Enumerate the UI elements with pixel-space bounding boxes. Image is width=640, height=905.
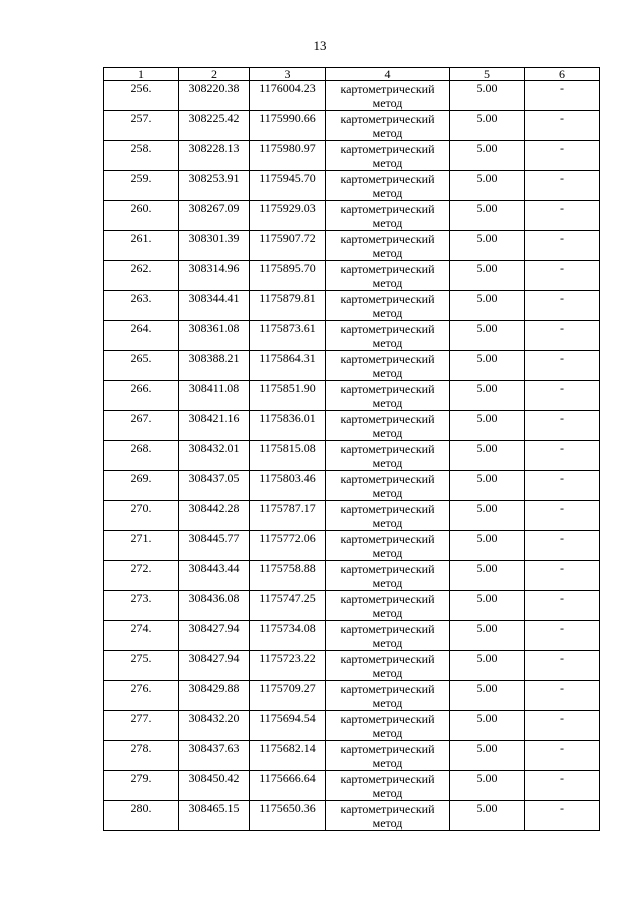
page-number: 13 — [313, 38, 327, 53]
method-text: картометрический метод — [340, 382, 435, 410]
accuracy-cell: 5.00 — [450, 771, 525, 801]
x-coordinate-cell: 308301.39 — [179, 231, 250, 261]
method-text: картометрический метод — [340, 652, 435, 680]
x-coordinate-cell: 308253.91 — [179, 171, 250, 201]
point-number-cell: 257. — [104, 111, 179, 141]
accuracy-cell: 5.00 — [450, 501, 525, 531]
method-cell — [326, 201, 450, 231]
note-cell: - — [525, 741, 600, 771]
table-row — [104, 141, 600, 171]
x-coordinate-cell: 308445.77 — [179, 531, 250, 561]
method-cell — [326, 381, 450, 411]
y-coordinate-cell: 1175851.90 — [250, 381, 326, 411]
x-coordinate-cell: 308443.44 — [179, 561, 250, 591]
point-number-cell: 273. — [104, 591, 179, 621]
column-header-5: 5 — [450, 68, 525, 81]
y-coordinate-cell: 1175907.72 — [250, 231, 326, 261]
method-text: картометрический метод — [340, 682, 435, 710]
method-cell — [326, 531, 450, 561]
method-cell — [326, 261, 450, 291]
note-cell: - — [525, 651, 600, 681]
accuracy-cell: 5.00 — [450, 471, 525, 501]
point-number-cell: 265. — [104, 351, 179, 381]
table-row — [104, 261, 600, 291]
x-coordinate-cell: 308437.63 — [179, 741, 250, 771]
method-text: картометрический метод — [340, 592, 435, 620]
method-text: картометрический метод — [340, 232, 435, 260]
point-number-cell: 266. — [104, 381, 179, 411]
note-cell: - — [525, 201, 600, 231]
y-coordinate-cell: 1175879.81 — [250, 291, 326, 321]
method-cell — [326, 111, 450, 141]
table-row — [104, 561, 600, 591]
table-row — [104, 591, 600, 621]
table-row — [104, 711, 600, 741]
table-row — [104, 201, 600, 231]
method-text: картометрический метод — [340, 172, 435, 200]
method-text: картометрический метод — [340, 742, 435, 770]
method-cell — [326, 231, 450, 261]
method-text: картометрический метод — [340, 412, 435, 440]
accuracy-cell: 5.00 — [450, 291, 525, 321]
table-row — [104, 111, 600, 141]
point-number-cell: 268. — [104, 441, 179, 471]
method-text: картометрический метод — [340, 292, 435, 320]
method-text: картометрический метод — [340, 112, 435, 140]
point-number-cell: 276. — [104, 681, 179, 711]
y-coordinate-cell: 1175758.88 — [250, 561, 326, 591]
y-coordinate-cell: 1175990.66 — [250, 111, 326, 141]
point-number-cell: 280. — [104, 801, 179, 831]
point-number-cell: 274. — [104, 621, 179, 651]
note-cell: - — [525, 771, 600, 801]
note-cell: - — [525, 531, 600, 561]
method-cell — [326, 711, 450, 741]
point-number-cell: 256. — [104, 81, 179, 111]
x-coordinate-cell: 308220.38 — [179, 81, 250, 111]
column-header-1: 1 — [104, 68, 179, 81]
method-text: картометрический метод — [340, 712, 435, 740]
point-number-cell: 258. — [104, 141, 179, 171]
y-coordinate-cell: 1175836.01 — [250, 411, 326, 441]
table-row — [104, 621, 600, 651]
note-cell: - — [525, 681, 600, 711]
method-cell — [326, 471, 450, 501]
note-cell: - — [525, 711, 600, 741]
point-number-cell: 277. — [104, 711, 179, 741]
accuracy-cell: 5.00 — [450, 381, 525, 411]
column-header-6: 6 — [525, 68, 600, 81]
accuracy-cell: 5.00 — [450, 591, 525, 621]
point-number-cell: 267. — [104, 411, 179, 441]
table-row — [104, 231, 600, 261]
y-coordinate-cell: 1175734.08 — [250, 621, 326, 651]
method-text: картометрический метод — [340, 532, 435, 560]
y-coordinate-cell: 1175803.46 — [250, 471, 326, 501]
method-text: картометрический метод — [340, 772, 435, 800]
method-text: картометрический метод — [340, 802, 435, 830]
y-coordinate-cell: 1175864.31 — [250, 351, 326, 381]
x-coordinate-cell: 308429.88 — [179, 681, 250, 711]
y-coordinate-cell: 1175682.14 — [250, 741, 326, 771]
method-cell — [326, 81, 450, 111]
method-cell — [326, 171, 450, 201]
note-cell: - — [525, 561, 600, 591]
y-coordinate-cell: 1175929.03 — [250, 201, 326, 231]
note-cell: - — [525, 111, 600, 141]
x-coordinate-cell: 308225.42 — [179, 111, 250, 141]
y-coordinate-cell: 1175980.97 — [250, 141, 326, 171]
y-coordinate-cell: 1175650.36 — [250, 801, 326, 831]
accuracy-cell: 5.00 — [450, 111, 525, 141]
x-coordinate-cell: 308228.13 — [179, 141, 250, 171]
y-coordinate-cell: 1175723.22 — [250, 651, 326, 681]
x-coordinate-cell: 308361.08 — [179, 321, 250, 351]
accuracy-cell: 5.00 — [450, 651, 525, 681]
x-coordinate-cell: 308427.94 — [179, 651, 250, 681]
note-cell: - — [525, 591, 600, 621]
note-cell: - — [525, 171, 600, 201]
table-row — [104, 81, 600, 111]
method-text: картометрический метод — [340, 442, 435, 470]
method-cell — [326, 621, 450, 651]
accuracy-cell: 5.00 — [450, 81, 525, 111]
y-coordinate-cell: 1175895.70 — [250, 261, 326, 291]
note-cell: - — [525, 321, 600, 351]
method-cell — [326, 561, 450, 591]
note-cell: - — [525, 621, 600, 651]
accuracy-cell: 5.00 — [450, 351, 525, 381]
table-row — [104, 471, 600, 501]
note-cell: - — [525, 801, 600, 831]
coordinates-table — [103, 67, 600, 831]
point-number-cell: 270. — [104, 501, 179, 531]
y-coordinate-cell: 1175772.06 — [250, 531, 326, 561]
method-cell — [326, 771, 450, 801]
y-coordinate-cell: 1175787.17 — [250, 501, 326, 531]
note-cell: - — [525, 381, 600, 411]
accuracy-cell: 5.00 — [450, 411, 525, 441]
method-text: картометрический метод — [340, 82, 435, 110]
accuracy-cell: 5.00 — [450, 621, 525, 651]
y-coordinate-cell: 1175694.54 — [250, 711, 326, 741]
x-coordinate-cell: 308432.01 — [179, 441, 250, 471]
accuracy-cell: 5.00 — [450, 261, 525, 291]
accuracy-cell: 5.00 — [450, 561, 525, 591]
point-number-cell: 269. — [104, 471, 179, 501]
note-cell: - — [525, 261, 600, 291]
point-number-cell: 278. — [104, 741, 179, 771]
y-coordinate-cell: 1175709.27 — [250, 681, 326, 711]
table-row — [104, 321, 600, 351]
y-coordinate-cell: 1176004.23 — [250, 81, 326, 111]
x-coordinate-cell: 308427.94 — [179, 621, 250, 651]
x-coordinate-cell: 308436.08 — [179, 591, 250, 621]
accuracy-cell: 5.00 — [450, 171, 525, 201]
note-cell: - — [525, 141, 600, 171]
accuracy-cell: 5.00 — [450, 741, 525, 771]
y-coordinate-cell: 1175747.25 — [250, 591, 326, 621]
method-text: картометрический метод — [340, 142, 435, 170]
method-text: картометрический метод — [340, 622, 435, 650]
table-row — [104, 381, 600, 411]
method-cell — [326, 651, 450, 681]
table-row — [104, 441, 600, 471]
accuracy-cell: 5.00 — [450, 231, 525, 261]
table-row — [104, 741, 600, 771]
table-row — [104, 291, 600, 321]
accuracy-cell: 5.00 — [450, 711, 525, 741]
table-row — [104, 171, 600, 201]
x-coordinate-cell: 308432.20 — [179, 711, 250, 741]
note-cell: - — [525, 471, 600, 501]
x-coordinate-cell: 308388.21 — [179, 351, 250, 381]
accuracy-cell: 5.00 — [450, 201, 525, 231]
y-coordinate-cell: 1175666.64 — [250, 771, 326, 801]
method-text: картометрический метод — [340, 202, 435, 230]
accuracy-cell: 5.00 — [450, 681, 525, 711]
x-coordinate-cell: 308437.05 — [179, 471, 250, 501]
point-number-cell: 259. — [104, 171, 179, 201]
method-cell — [326, 591, 450, 621]
x-coordinate-cell: 308450.42 — [179, 771, 250, 801]
table-row — [104, 771, 600, 801]
method-cell — [326, 141, 450, 171]
table-row — [104, 681, 600, 711]
column-header-2: 2 — [179, 68, 250, 81]
column-header-4: 4 — [326, 68, 450, 81]
point-number-cell: 275. — [104, 651, 179, 681]
method-cell — [326, 291, 450, 321]
accuracy-cell: 5.00 — [450, 141, 525, 171]
method-cell — [326, 441, 450, 471]
table-header-row — [104, 68, 600, 81]
x-coordinate-cell: 308421.16 — [179, 411, 250, 441]
table-body — [104, 81, 600, 831]
table-row — [104, 531, 600, 561]
x-coordinate-cell: 308442.28 — [179, 501, 250, 531]
accuracy-cell: 5.00 — [450, 531, 525, 561]
method-cell — [326, 351, 450, 381]
y-coordinate-cell: 1175873.61 — [250, 321, 326, 351]
x-coordinate-cell: 308411.08 — [179, 381, 250, 411]
note-cell: - — [525, 351, 600, 381]
method-cell — [326, 801, 450, 831]
x-coordinate-cell: 308465.15 — [179, 801, 250, 831]
table-row — [104, 801, 600, 831]
y-coordinate-cell: 1175945.70 — [250, 171, 326, 201]
method-text: картометрический метод — [340, 472, 435, 500]
note-cell: - — [525, 81, 600, 111]
point-number-cell: 263. — [104, 291, 179, 321]
table-row — [104, 501, 600, 531]
note-cell: - — [525, 411, 600, 441]
method-text: картометрический метод — [340, 322, 435, 350]
method-cell — [326, 681, 450, 711]
y-coordinate-cell: 1175815.08 — [250, 441, 326, 471]
accuracy-cell: 5.00 — [450, 441, 525, 471]
method-text: картометрический метод — [340, 262, 435, 290]
point-number-cell: 272. — [104, 561, 179, 591]
note-cell: - — [525, 231, 600, 261]
table-row — [104, 411, 600, 441]
accuracy-cell: 5.00 — [450, 801, 525, 831]
table-row — [104, 351, 600, 381]
accuracy-cell: 5.00 — [450, 321, 525, 351]
note-cell: - — [525, 441, 600, 471]
method-text: картометрический метод — [340, 502, 435, 530]
point-number-cell: 262. — [104, 261, 179, 291]
method-cell — [326, 321, 450, 351]
point-number-cell: 279. — [104, 771, 179, 801]
x-coordinate-cell: 308267.09 — [179, 201, 250, 231]
point-number-cell: 271. — [104, 531, 179, 561]
method-cell — [326, 501, 450, 531]
note-cell: - — [525, 501, 600, 531]
column-header-3: 3 — [250, 68, 326, 81]
note-cell: - — [525, 291, 600, 321]
method-text: картометрический метод — [340, 352, 435, 380]
table-row — [104, 651, 600, 681]
point-number-cell: 261. — [104, 231, 179, 261]
x-coordinate-cell: 308314.96 — [179, 261, 250, 291]
point-number-cell: 264. — [104, 321, 179, 351]
point-number-cell: 260. — [104, 201, 179, 231]
method-cell — [326, 741, 450, 771]
x-coordinate-cell: 308344.41 — [179, 291, 250, 321]
method-cell — [326, 411, 450, 441]
method-text: картометрический метод — [340, 562, 435, 590]
